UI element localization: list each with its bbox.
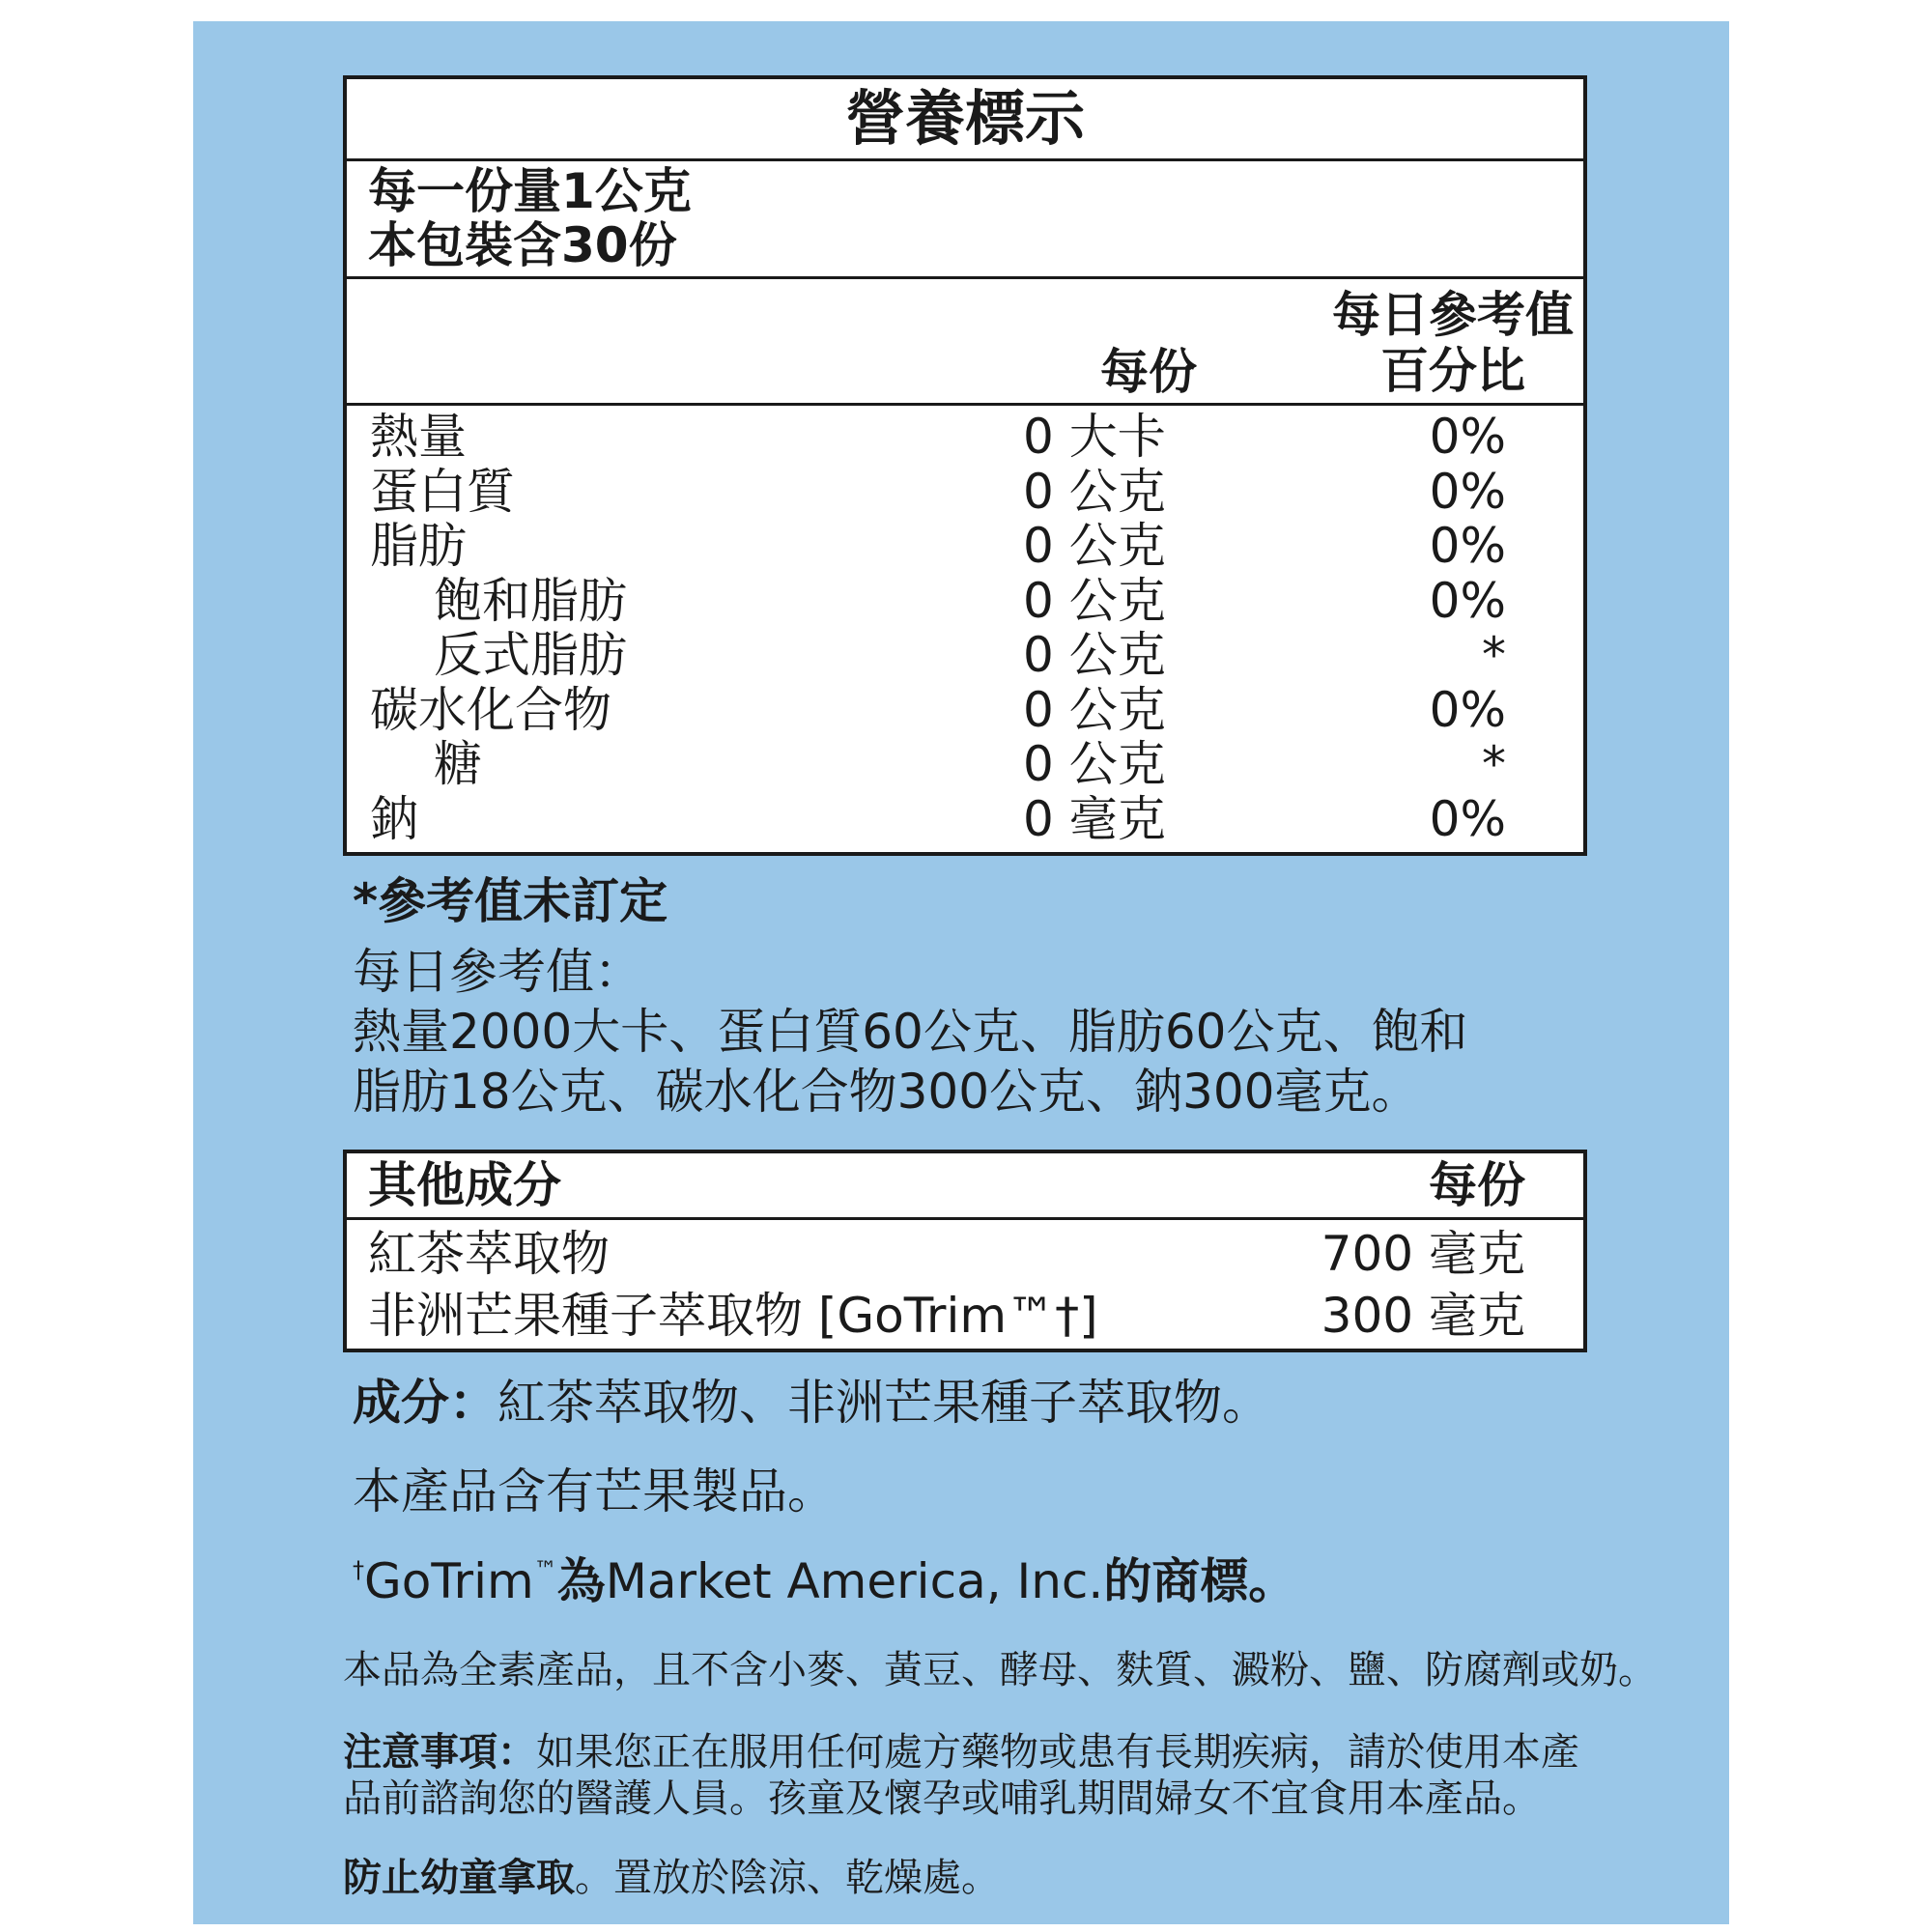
nutrient-dv: * [1482,736,1506,792]
trademark-statement [353,1550,1296,1612]
nutrient-row [347,574,1583,629]
storage-text: 。置放於陰涼、乾燥處。 [575,1856,1000,1900]
nutrient-amount: 0 毫克 [1023,790,1166,847]
nutrient-name: 熱量 [370,409,467,465]
daily-value-label: 每日參考值： [353,944,642,1000]
nutrient-amount: 0 公克 [1023,463,1166,520]
ingredients-statement [353,1372,1270,1434]
mango-statement: 本產品含有芒果製品。 [353,1463,836,1520]
trademark-for: 為 [556,1553,606,1609]
ingredient-row [347,1223,1583,1285]
nutrient-row [347,465,1583,520]
nutrient-amount: 0 公克 [1023,681,1166,738]
trademark-owner: Market America, Inc. [605,1553,1104,1609]
nutrient-row [347,410,1583,465]
daily-value-header-line2: 百分比 [1380,343,1525,399]
not-established-note: *參考值未訂定 [353,873,668,929]
nutrient-dv: 0% [1429,572,1506,629]
nutrient-dv: 0% [1429,681,1506,738]
daily-value-header-line1: 每日參考值 [1332,287,1574,343]
serving-size: 每一份量1公克 [368,163,692,219]
trademark-brand: GoTrim [364,1553,534,1609]
storage-statement [343,1855,1695,1901]
ingredient-row [347,1285,1583,1347]
nutrient-name: 鈉 [370,790,418,847]
keep-away-label: 防止幼童拿取 [343,1856,575,1900]
daily-value-note [353,942,1608,1122]
other-per-serving-header: 每份 [1429,1157,1525,1213]
other-ingredients-title: 其他成分 [368,1157,561,1213]
nutrient-amount: 0 公克 [1023,572,1166,629]
ingredients-text: 紅茶萃取物、非洲芒果種子萃取物。 [497,1375,1270,1431]
nutrient-name: 糖 [434,736,482,792]
daily-value-line: 脂肪18公克、碳水化合物300公克、鈉300毫克。 [353,1064,1420,1120]
nutrient-name: 碳水化合物 [370,681,611,738]
nutrient-row [347,737,1583,792]
nutrient-amount: 0 大卡 [1023,409,1166,465]
nutrient-name: 飽和脂肪 [434,572,627,629]
nutrient-row [347,792,1583,847]
nutrient-amount: 0 公克 [1023,518,1166,574]
nutrient-dv: 0% [1429,463,1506,520]
nutrient-dv: 0% [1429,409,1506,465]
nutrient-row [347,519,1583,574]
nutrition-facts-table [343,75,1587,856]
nutrient-row [347,628,1583,683]
serving-info [347,158,1583,279]
daily-value-header [1313,287,1593,399]
trademark-end: 的商標。 [1103,1553,1297,1609]
per-serving-header: 每份 [1100,344,1197,400]
nutrient-name: 蛋白質 [370,463,515,520]
dagger-mark: † [353,1556,364,1583]
nutrient-dv: * [1482,627,1506,683]
ingredient-amount: 700 毫克 [1321,1226,1525,1282]
ingredient-name: 非洲芒果種子萃取物 [GoTrim™†] [368,1288,1098,1344]
ingredient-name: 紅茶萃取物 [368,1226,610,1282]
column-headers [347,279,1583,406]
nutrient-row [347,683,1583,738]
nutrient-amount: 0 公克 [1023,736,1166,792]
nutrient-dv: 0% [1429,518,1506,574]
nutrient-dv: 0% [1429,790,1506,847]
nutrient-name: 反式脂肪 [434,627,627,683]
nutrient-amount: 0 公克 [1023,627,1166,683]
ingredient-amount: 300 毫克 [1321,1288,1525,1344]
tm-mark: ™ [533,1556,557,1583]
caution-line: 如果您正在服用任何處方藥物或患有長期疾病，請於使用本產 [536,1730,1579,1775]
caution-statement [343,1729,1695,1822]
other-ingredients-table [343,1150,1587,1352]
vegan-statement: 本品為全素產品，且不含小麥、黃豆、酵母、麩質、澱粉、鹽、防腐劑或奶。 [343,1648,1657,1692]
nutrient-name: 脂肪 [370,518,467,574]
other-ingredients-header [347,1153,1583,1220]
ingredients-label: 成分： [353,1375,497,1431]
daily-value-line: 熱量2000大卡、蛋白質60公克、脂肪60公克、飽和 [353,1004,1468,1060]
servings-per-package: 本包裝含30份 [368,217,677,273]
nutrition-title: 營養標示 [347,79,1583,161]
caution-line: 品前諮詢您的醫護人員。孩童及懷孕或哺乳期間婦女不宜食用本產品。 [343,1776,1541,1821]
nutrient-rows [347,410,1583,846]
caution-label: 注意事項： [343,1730,536,1775]
